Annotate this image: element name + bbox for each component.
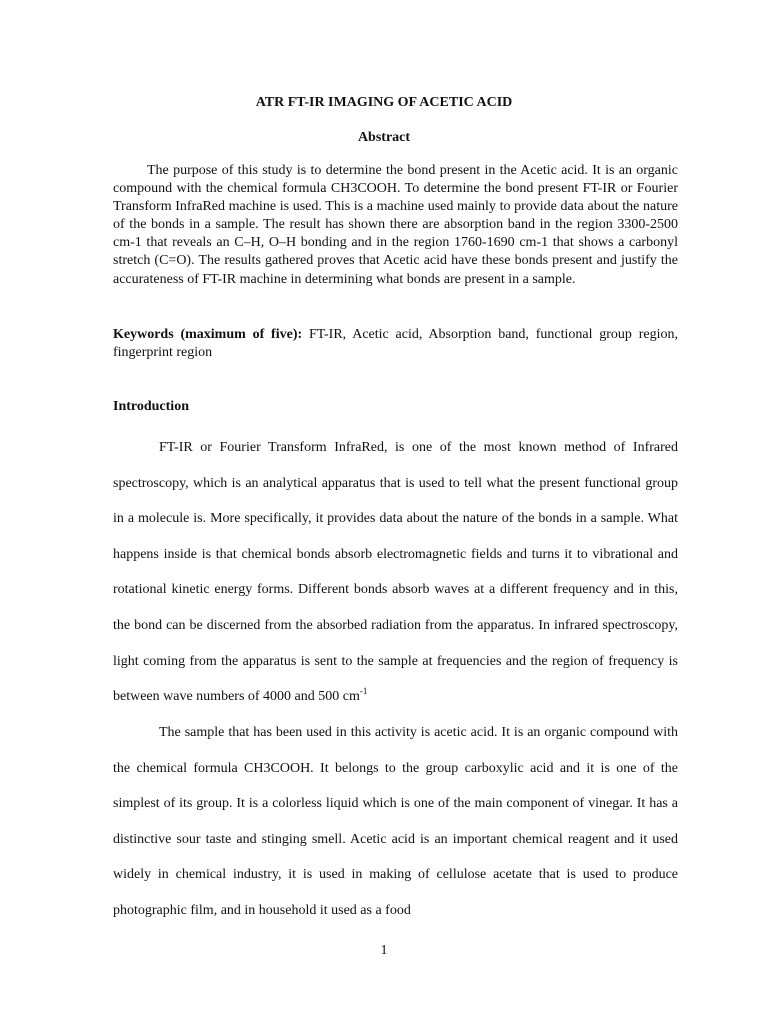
introduction-paragraph-2: The sample that has been used in this activity is acetic acid. It is an organic compound with the chemical formula CH3COOH. It belongs to the group carboxylic acid and it is one of the simplest of its group. It is a colorless liquid which is one of the main component of vinegar. It has a distinctive sour taste and stinging smell. Acetic acid is an important chemical reagent and it used widely in chemical industry, it is used in making of cellulose acetate that is used to produce photographic film, and in household it used as a food — [113, 725, 678, 918]
keywords-list: FT-IR, Acetic acid, Absorption band, functional group region, fingerprint region — [113, 327, 678, 361]
introduction-heading: Introduction — [113, 399, 189, 414]
page-number: 1 — [380, 943, 388, 958]
abstract-paragraph: The purpose of this study is to determine the bond present in the Acetic acid. It is an organic compound with the chemical formula CH3COOH. To determine the bond present FT-IR or Fourier Transform InfraRed machine is used. This is a machine used mainly to provide data about the nature of the bonds in a sample. The result has shown there are absorption band in the region 3300-2500 cm-1 that reveals an C–H, O–H bonding and in the region 1760-1690 cm-1 that shows a carbonyl stretch (C=O). The results gathered proves that Acetic acid have these bonds present and justify the accurateness of FT-IR machine in determining what bonds are present in a sample. — [113, 163, 678, 287]
keywords-paragraph — [113, 326, 678, 362]
abstract-heading: Abstract — [357, 130, 411, 145]
introduction-paragraph-1 — [113, 430, 678, 715]
document-title: ATR FT-IR IMAGING OF ACETIC ACID — [255, 95, 513, 110]
unit-superscript: -1 — [359, 686, 368, 697]
keywords-label: Keywords (maximum of five): — [113, 327, 303, 342]
introduction-paragraph-1-text: FT-IR or Fourier Transform InfraRed, is one of the most known method of Infrared spectroscopy, which is an analytical apparatus that is used to tell what the present functional group in a molecule is. More specifically, it provides data about the nature of the bonds in a sample. What happens inside is that chemical bonds absorb electromagnetic fields and turns it to vibrational and rotational kinetic energy forms. Different bonds absorb waves at a different frequency and in this, the bond can be discerned from the absorbed radiation from the apparatus. In infrared spectroscopy, light coming from the apparatus is sent to the sample at frequencies and the region of frequency is between wave numbers of 4000 and 500 cm — [113, 440, 678, 705]
